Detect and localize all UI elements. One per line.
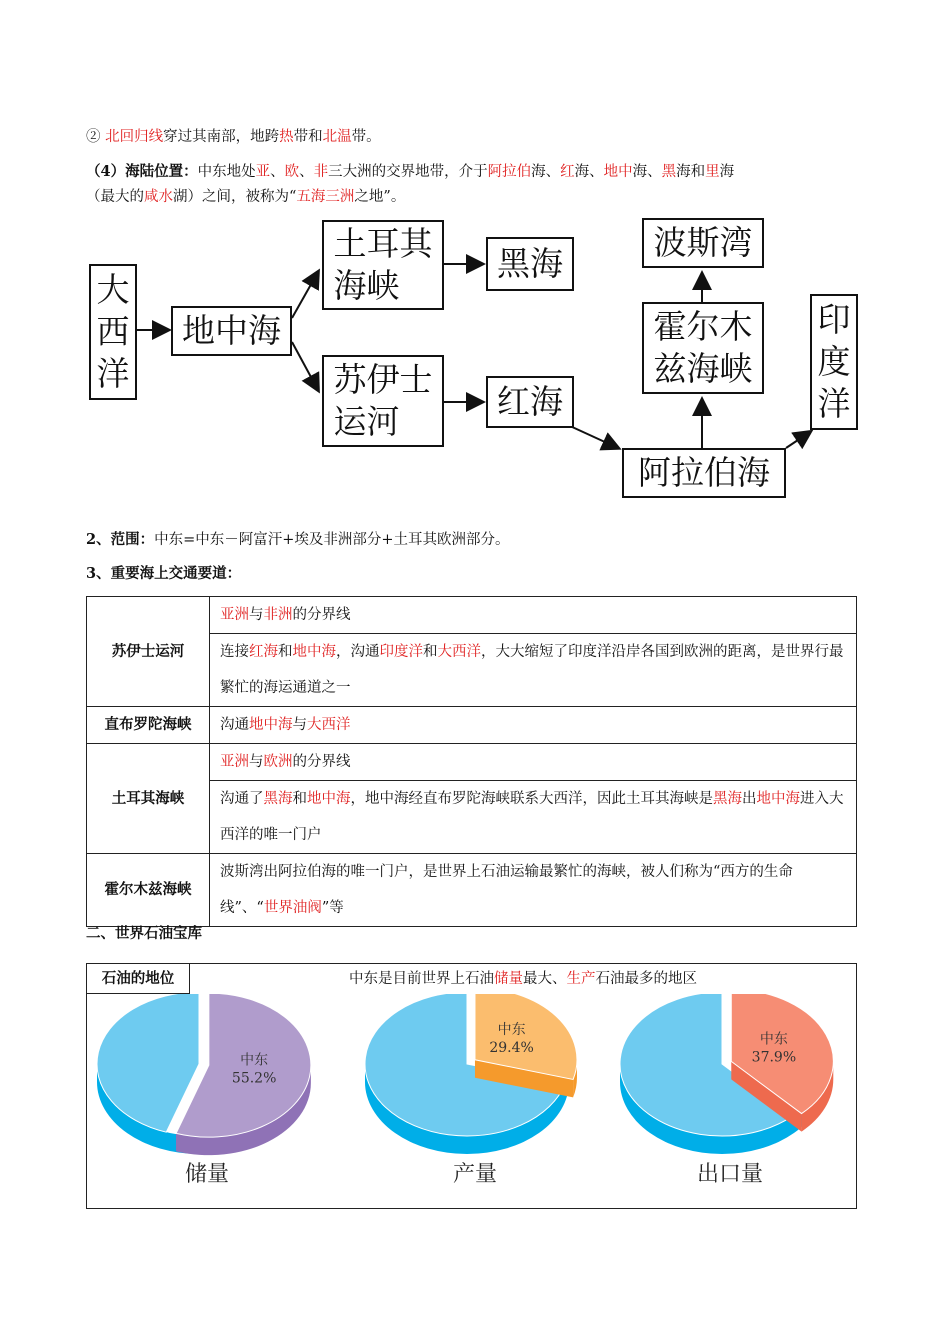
oil-status-box — [86, 963, 857, 1209]
pie-chart-1 — [365, 994, 577, 1187]
pie-slice-value: 37.9% — [751, 1049, 797, 1066]
box-hormuz-strait: 霍尔木 兹海峡 — [642, 302, 764, 394]
arrow-mediterranean-turkish — [292, 272, 318, 318]
table-row — [87, 744, 857, 781]
box-mediterranean: 地中海 — [171, 306, 292, 356]
box-red-sea: 红海 — [486, 376, 574, 428]
route-name-gibraltar: 直布罗陀海峡 — [87, 707, 210, 744]
pie-slice-label: 中东 — [759, 1031, 788, 1048]
intro-line-location: （4）海陆位置：中东地处亚、欧、非三大洲的交界地带，介于阿拉伯海、红海、地中海、黑海和里海 — [86, 163, 735, 180]
arrow-red-arabian — [570, 426, 618, 448]
route-name-suez: 苏伊士运河 — [87, 597, 210, 707]
pie-slice-value: 55.2% — [231, 1070, 277, 1087]
pie-slice-value: 29.4% — [489, 1040, 534, 1057]
box-black-sea: 黑海 — [486, 237, 574, 291]
box-turkish-strait: 土耳其 海峡 — [322, 220, 444, 310]
arrow-arabian-indian — [786, 432, 810, 448]
pie-title: 储量 — [184, 1162, 230, 1187]
box-arabian-sea: 阿拉伯海 — [622, 448, 786, 498]
table-row — [87, 854, 857, 927]
box-suez-canal: 苏伊士 运河 — [322, 355, 444, 447]
oil-statement: 中东是目前世界上石油储量最大、生产石油最多的地区 — [349, 971, 697, 987]
pie-chart-2 — [620, 994, 833, 1187]
pie-chart-0 — [97, 994, 311, 1187]
box-indian-ocean: 印 度 洋 — [810, 294, 858, 430]
box-persian-gulf: 波斯湾 — [642, 218, 764, 268]
oil-section-title: 二、世界石油宝库 — [86, 925, 202, 942]
arrow-mediterranean-suez — [292, 342, 318, 390]
route-name-hormuz: 霍尔木兹海峡 — [87, 854, 210, 927]
route-desc: 连接红海和地中海，沟通印度洋和大西洋，大大缩短了印度洋沿岸各国到欧洲的距离，是世界行最繁忙的海运通道之一 — [210, 634, 857, 707]
box-atlantic: 大 西 洋 — [89, 264, 137, 400]
intro-line-tropic: ② 北回归线穿过其南部，地跨热带和北温带。 — [86, 129, 381, 145]
pie-slice-label: 中东 — [497, 1022, 526, 1039]
routes-title: 3、重要海上交通要道： — [86, 565, 242, 582]
routes-table — [86, 596, 857, 927]
pie-title: 出口量 — [696, 1162, 764, 1187]
route-name-turkish: 土耳其海峡 — [87, 744, 210, 854]
pie-title: 产量 — [452, 1162, 498, 1187]
scope-line: 2、范围：中东=中东－阿富汗+埃及非洲部分+土耳其欧洲部分。 — [86, 531, 510, 548]
oil-header: 石油的地位 — [87, 964, 190, 994]
route-desc: 波斯湾出阿拉伯海的唯一门户，是世界上石油运输最繁忙的海峡，被人们称为“西方的生命线”、“世界油阀”等 — [210, 854, 857, 927]
table-row — [87, 707, 857, 744]
route-desc: 亚洲与欧洲的分界线 — [210, 744, 857, 781]
route-desc: 沟通地中海与大西洋 — [210, 707, 857, 744]
table-row — [87, 597, 857, 634]
intro-line-five-seas: （最大的咸水湖）之间，被称为“五海三洲之地”。 — [86, 189, 406, 205]
route-desc: 沟通了黑海和地中海，地中海经直布罗陀海峡联系大西洋，因此土耳其海峡是黑海出地中海进入大西洋的唯一门户 — [210, 781, 857, 854]
oil-pie-charts — [87, 994, 856, 1208]
pie-slice-label: 中东 — [240, 1052, 269, 1069]
route-desc: 亚洲与非洲的分界线 — [210, 597, 857, 634]
diagram-arrows — [0, 0, 950, 520]
